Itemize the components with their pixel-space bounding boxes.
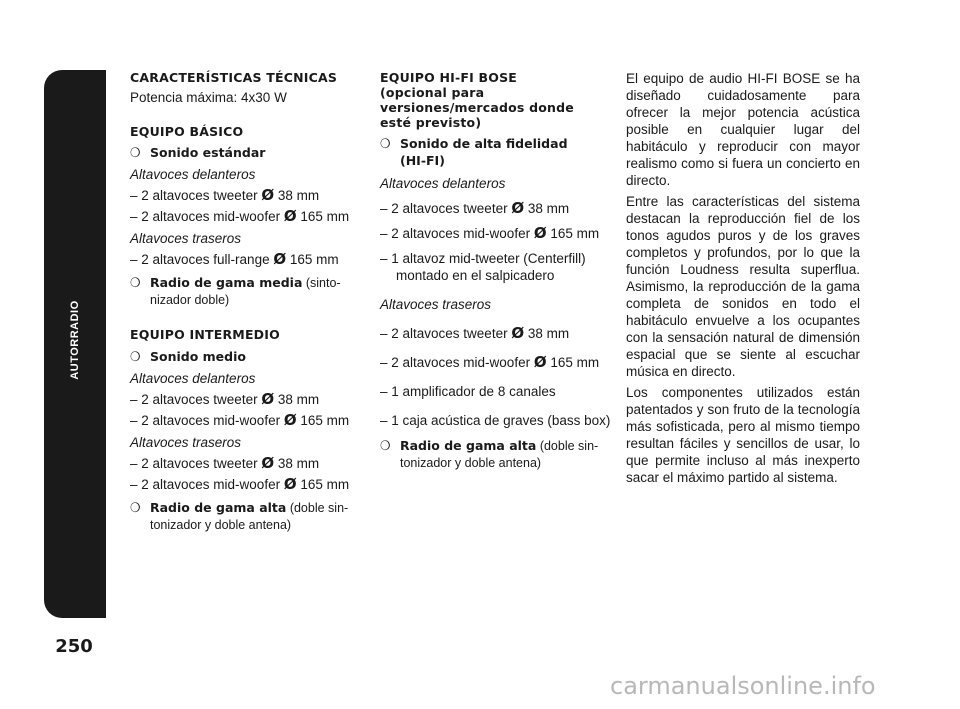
bullet-icon: ❍ [130, 145, 141, 160]
paragraph-3: Los componentes utilizados están patentados y son fruto de la tecnología más sofisticada, pero al mismo tiempo resultan fáciles y sencillos de usar, lo que permite incluso al más inexperto sacar el máximo partido al sistema. [626, 385, 860, 485]
hifi-sound-item: ❍ Sonido de alta fidelidad (HI-FI) [380, 136, 568, 168]
spec-line: – 1 amplificador de 8 canales [380, 384, 556, 399]
hifi-heading-4: esté previsto) [380, 115, 482, 130]
front-speakers-label: Altavoces delanteros [380, 176, 506, 191]
hifi-radio-note: tonizador y doble antena) [400, 456, 542, 470]
watermark: carmanualsonline.info [610, 672, 876, 700]
tech-heading: CARACTERÍSTICAS TÉCNICAS [130, 70, 338, 85]
hifi-heading-1: EQUIPO HI-FI BOSE [380, 70, 518, 85]
basic-heading: EQUIPO BÁSICO [130, 124, 244, 139]
spec-line: – 2 altavoces tweeter Ø 38 mm [130, 454, 320, 472]
spec-line: – 1 caja acústica de graves (bass box) [380, 413, 611, 428]
spec-line: – 2 altavoces mid-woofer Ø 165 mm [130, 475, 350, 493]
spec-line: – 2 altavoces mid-woofer Ø 165 mm [380, 353, 600, 371]
spec-line-cont: montado en el salpicadero [396, 268, 555, 283]
rear-speakers-label: Altavoces traseros [130, 435, 242, 450]
section-label: AUTORRADIO [69, 300, 81, 380]
spec-line: – 1 altavoz mid-tweeter (Centerfill) [380, 251, 586, 266]
rear-speakers-label: Altavoces traseros [130, 231, 242, 246]
power-line: Potencia máxima: 4x30 W [130, 90, 287, 105]
paragraph-2: Entre las características del sistema destacan la reproducción fiel de los tonos agudos puros y de los graves completos y profundos, por lo que la función Loudness resulta superflua. Asimismo, la reproducción de la gama completa de sonidos en todo el habitáculo envuelve a los ocupantes con la sensación natural de dimensión espacial que se siente al escuchar música en directo. [626, 194, 860, 379]
mid-radio-item: ❍ Radio de gama alta (doble sin- [130, 500, 349, 515]
column-right [626, 70, 860, 486]
mid-heading: EQUIPO INTERMEDIO [130, 327, 280, 342]
spec-line: – 2 altavoces tweeter Ø 38 mm [130, 390, 320, 408]
rear-speakers-label: Altavoces traseros [380, 297, 492, 312]
basic-sound-item: ❍ Sonido estándar [130, 145, 266, 160]
column-middle [380, 70, 612, 472]
mid-sound-item: ❍ Sonido medio [130, 349, 246, 364]
bullet-icon: ❍ [380, 136, 391, 151]
mid-radio-note: tonizador y doble antena) [150, 518, 292, 532]
bullet-icon: ❍ [130, 349, 141, 364]
bullet-icon: ❍ [130, 275, 141, 290]
basic-radio-note: nizador doble) [150, 293, 230, 307]
spec-line: – 2 altavoces tweeter Ø 38 mm [380, 199, 570, 217]
page-number: 250 [55, 636, 93, 657]
spec-line: – 2 altavoces tweeter Ø 38 mm [380, 324, 570, 342]
column-left [130, 70, 362, 534]
spec-line: – 2 altavoces mid-woofer Ø 165 mm [130, 411, 350, 429]
spec-line: – 2 altavoces mid-woofer Ø 165 mm [130, 207, 350, 225]
bullet-icon: ❍ [130, 500, 141, 515]
front-speakers-label: Altavoces delanteros [130, 371, 256, 386]
paragraph-1: El equipo de audio HI-FI BOSE se ha diseñado cuidadosamente para ofrecer la mejor potencia acústica posible en cualquier lugar del habitáculo y reproducir con mayor realismo como si fuera un concierto en directo. [626, 71, 860, 188]
bullet-icon: ❍ [380, 438, 391, 453]
basic-radio-item: ❍ Radio de gama media (sinto- [130, 275, 341, 290]
spec-line: – 2 altavoces full-range Ø 165 mm [130, 250, 339, 268]
front-speakers-label: Altavoces delanteros [130, 167, 256, 182]
hifi-radio-item: ❍ Radio de gama alta (doble sin- [380, 438, 599, 453]
spec-line: – 2 altavoces tweeter Ø 38 mm [130, 186, 320, 204]
hifi-heading-3: versiones/mercados donde [380, 100, 574, 115]
hifi-heading-2: (opcional para [380, 85, 485, 100]
spec-line: – 2 altavoces mid-woofer Ø 165 mm [380, 224, 600, 242]
